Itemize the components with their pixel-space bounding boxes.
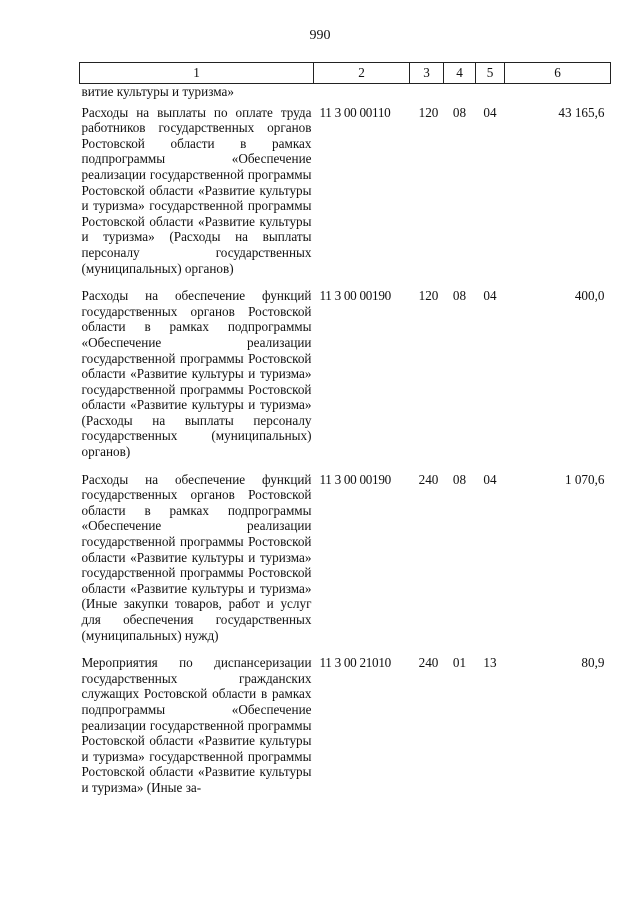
column-header-1: 1 <box>80 63 314 84</box>
column-header-6: 6 <box>505 63 611 84</box>
row-description: Мероприятия по диспансеризации государственных гражданских служащих Ростовской области в рамках подпрограммы «Обеспечение реализации государственной программы Ростовской области «Развитие культуры и туризма» государственной программы Ростовской области «Развитие культуры и туризма» (Иные за- <box>81 655 312 795</box>
row-expense-type: 120 <box>418 104 439 120</box>
row-description: Расходы на выплаты по оплате труда работников государственных органов Ростовской области в рамках подпрограммы «Обеспечение реализации государственной программы Ростовской области «Развитие культуры и туризма» государственной программы Ростовской области «Развитие культуры и туризма» (Расходы на выплаты персоналу государственных (муниципальных) органов) <box>81 104 312 276</box>
table-row <box>80 100 611 289</box>
row-subsection: 13 <box>483 655 497 671</box>
row-section: 08 <box>452 288 467 304</box>
row-target-code: 11 3 00 21010 <box>319 655 391 671</box>
row-description: Расходы на обеспечение функций государственных органов Ростовской области в рамках подпрограммы «Обеспечение реализации государственной программы Ростовской области «Развитие культуры и туризма» государственной программы Ростовской области «Развитие культуры и туризма» (Иные закупки товаров, работ и услуг для обеспечения государственных (муниципальных) нужд) <box>81 471 312 643</box>
row-subsection: 04 <box>483 288 497 304</box>
budget-table <box>79 62 611 808</box>
row-expense-type: 240 <box>418 471 439 487</box>
row-section: 08 <box>452 471 467 487</box>
row-amount: 1 070,6 <box>564 471 605 487</box>
column-header-3: 3 <box>410 63 444 84</box>
row-description: Расходы на обеспечение функций государственных органов Ростовской области в рамках подпрограммы «Обеспечение реализации государственной программы Ростовской области «Развитие культуры и туризма» государственной программы Ростовской области «Развитие культуры и туризма» (Расходы на выплаты персоналу государственных (муниципальных) органов) <box>81 288 312 460</box>
row-target-code: 11 3 00 00190 <box>319 288 391 304</box>
table-row <box>80 472 611 656</box>
row-target-code: 11 3 00 00190 <box>319 471 391 487</box>
row-section: 01 <box>452 655 467 671</box>
row-section: 08 <box>452 104 467 120</box>
continuation-text: витие культуры и туризма» <box>81 84 234 99</box>
table-row <box>80 288 611 472</box>
table-header <box>80 63 611 84</box>
row-amount: 80,9 <box>581 655 605 671</box>
continuation-row <box>80 84 611 100</box>
column-header-4: 4 <box>444 63 476 84</box>
row-target-code: 11 3 00 00110 <box>319 104 391 120</box>
column-header-5: 5 <box>476 63 505 84</box>
table-row <box>80 655 611 807</box>
row-amount: 43 165,6 <box>558 104 605 120</box>
row-amount: 400,0 <box>574 288 605 304</box>
row-subsection: 04 <box>483 471 497 487</box>
row-expense-type: 240 <box>418 655 439 671</box>
row-expense-type: 120 <box>418 288 439 304</box>
column-header-2: 2 <box>314 63 410 84</box>
page-number: 990 <box>309 28 331 43</box>
row-subsection: 04 <box>483 104 497 120</box>
